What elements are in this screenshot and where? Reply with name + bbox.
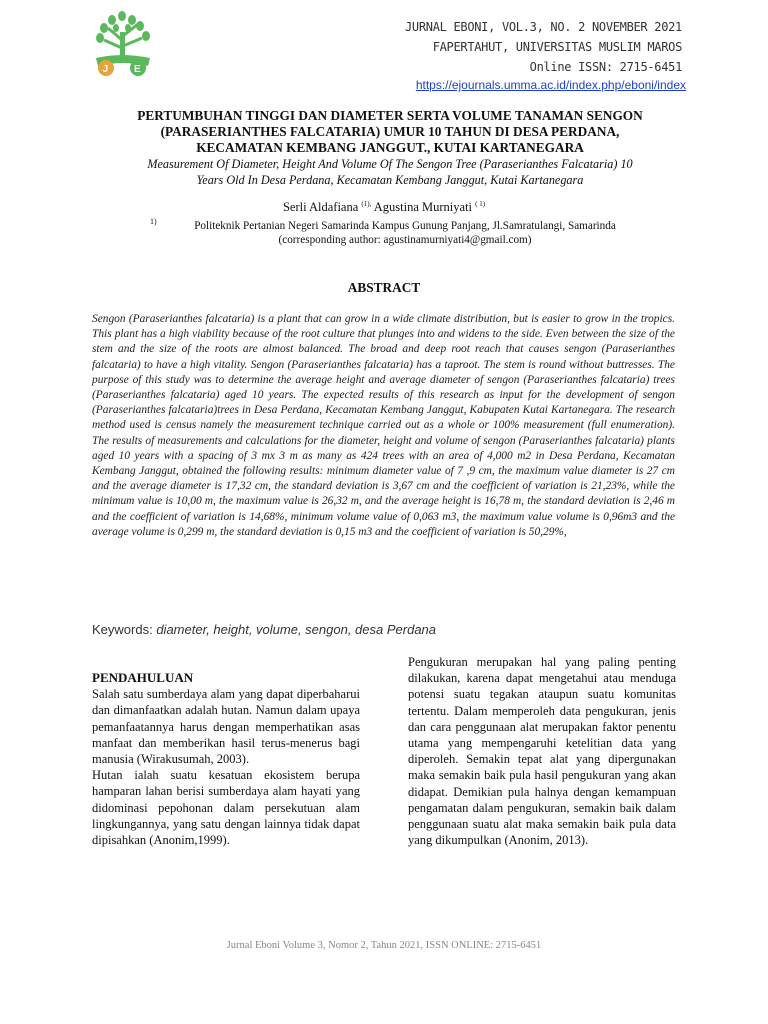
author-name: Serli Aldafiana — [282, 200, 359, 215]
title-line: KECAMATAN KEMBANG JANGGUT., KUTAI KARTANEGARA — [196, 140, 584, 155]
section-heading-pendahuluan: PENDAHULUAN — [92, 670, 194, 685]
paper-subtitle — [90, 156, 690, 188]
affiliation-institution: Politeknik Pertanian Negeri Samarinda Kampus Gunung Panjang, Jl.Samratulangi, Samarinda — [194, 220, 616, 232]
abstract-heading: ABSTRACT — [347, 280, 421, 295]
title-line: PERTUMBUHAN TINGGI DAN DIAMETER SERTA VOLUME TANAMAN SENGON — [137, 108, 643, 123]
right-column — [408, 654, 676, 848]
body-paragraph: Pengukuran merupakan hal yang paling penting dilakukan, karena dapat mengetahui atau menduga potensi suatu tegakan ataupun suatu komunitas tertentu. Dalam memperoleh data pengukuran, jenis dan cara penggunaan alat merupakan faktor penentu utama yang mempengaruhi ketelitian data yang diperoleh. Semakin tepat alat yang dipergunakan maka semakin baik pula hasil pengukuran yang akan didapat. Demikian pula halnya dengan kemampuan pengamatan dalam pengukuran, semakin baik dalam penggunaan suatu alat maka semakin baik pula data yang dikumpulkan (Anonim, 2013). — [408, 655, 676, 848]
tree-logo-icon — [92, 10, 154, 78]
body-paragraph: Hutan ialah suatu kesatuan ekosistem berupa hamparan lahan berisi sumberdaya alam hayati yang didominasi pepohonan dalam persekutuan alam lingkungannya, yang satu dengan lainnya tidak dapat dipisahkan (Anonim,1999). — [92, 768, 360, 848]
keywords-label: Keywords: — [92, 622, 153, 637]
logo-letter-j: J — [102, 64, 109, 75]
left-column — [92, 670, 360, 848]
corresponding-author: (corresponding author: agustinamurniyati4@gmail.com) — [278, 234, 532, 246]
subtitle-line: Measurement Of Diameter, Height And Volume Of The Sengon Tree (Paraserianthes Falcataria) 10 — [147, 157, 633, 171]
journal-faculty-line: FAPERTAHUT, UNIVERSITAS MUSLIM MAROS — [432, 40, 682, 54]
abstract-body: Sengon (Paraserianthes falcataria) is a plant that can grow in a wide climate distribution, but is easier to grow in the tropics. This plant has a high viability because of the root culture that plunges into and widens to the side. Even between the size of the stem and the size of the roots are almost balanced. The broad and deep root reach that causes sengon (Paraserianthes falcataria) to have a high vitality. Sengon (Paraserianthes falcataria) has a taproot. The stem is round without buttresses. The purpose of this study was to determine the average height and average diameter of sengon (Paraserianthes falcataria) trees (Paraserianthes falcataria) aged 10 years. The expected results of this research as input for the development of sengon (Paraserianthes falcataria)trees in Desa Perdana, Kecamatan Kembang Janggut, Kabupaten Kutai Kartanegara. The research method used is census namely the measurement technique carried out as a whole or 100% measurement (full enumeration). The results of measurements and calculations for the diameter, height and volume of sengon (Paraserianthes falcataria) plants aged 10 years with a spacing of 3 mx 3 m as many as 424 trees with an area of 4,000 m2 in Desa Perdana, Kecamatan Kembang Janggut, obtained the following results: minimum diameter value of 7 ,9 cm, the maximum value diameter is 27 cm and the average diameter is 17,32 cm, the standard deviation is 3,67 cm and the coefficient of variation is 21,23%, while the minimum value is 10,00 m, the maximum value is 26,32 m, and the average height is 16,78 m, the standard deviation is 2,46 m and the coefficient of variation is 14,68%, minimum volume value of 0,063 m3, the maximum value volume is 0,96m3 and the average volume is 0,299 m, the standard deviation is 0,15 m3 and the coefficient of variation is 50,29%, — [92, 313, 675, 538]
affiliation-marker: 1) — [150, 217, 157, 226]
page-footer: Jurnal Eboni Volume 3, Nomor 2, Tahun 2021, ISSN ONLINE: 2715-6451 — [226, 940, 542, 951]
journal-url-link[interactable]: https://ejournals.umma.ac.id/index.php/eboni/index — [415, 78, 686, 92]
subtitle-line: Years Old In Desa Perdana, Kecamatan Kembang Janggut, Kutai Kartanegara — [196, 173, 584, 187]
author-affil-marker: (1), — [361, 200, 372, 208]
title-line: (PARASERIANTHES FALCATARIA) UMUR 10 TAHUN DI DESA PERDANA, — [160, 124, 620, 139]
journal-logo — [92, 10, 154, 78]
journal-volume-line: JURNAL EBONI, VOL.3, NO. 2 NOVEMBER 2021 — [405, 20, 682, 34]
paper-title — [100, 108, 680, 156]
keywords-values: diameter, height, volume, sengon, desa Perdana — [156, 622, 437, 637]
author-affil-marker: ( 1) — [475, 200, 486, 208]
author-name: Agustina Murniyati — [373, 200, 473, 215]
logo-letter-e: E — [134, 64, 141, 75]
author-list — [0, 200, 768, 215]
keywords — [92, 622, 436, 637]
body-paragraph: Salah satu sumberdaya alam yang dapat diperbaharui dan dimanfaatkan adalah hutan. Namun dalam upaya pemanfaatannya harus dengan memperhatikan asas manfaat dan memberikan hasil terus-menerus bagi manusia (Wirakusumah, 2003). — [92, 687, 360, 767]
journal-issn-line: Online ISSN: 2715-6451 — [529, 60, 682, 74]
affiliation — [150, 219, 660, 247]
